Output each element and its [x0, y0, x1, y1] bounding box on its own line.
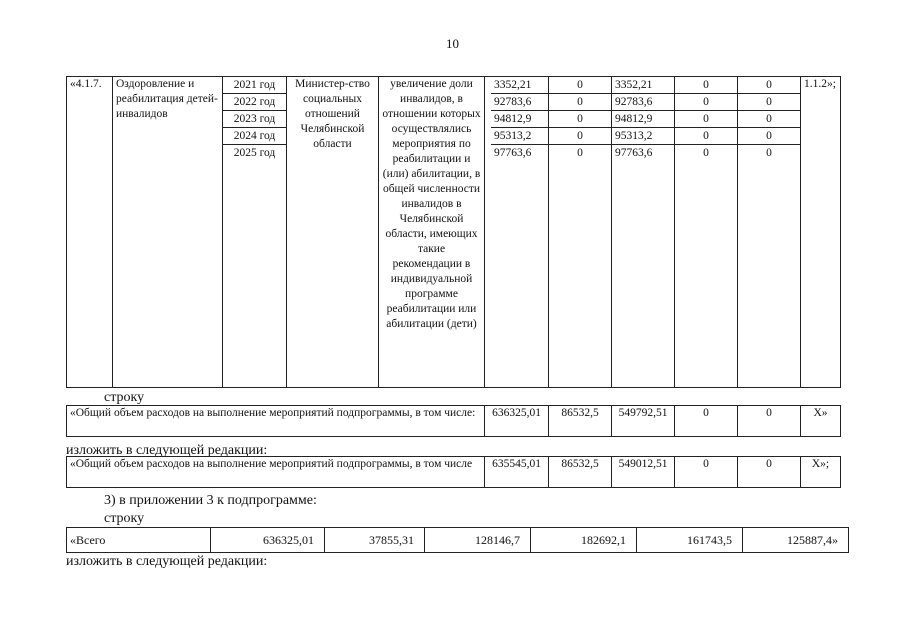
vsego-row — [66, 527, 849, 553]
vsego-value: 636325,01 — [211, 528, 325, 553]
col-d-cell — [738, 77, 801, 388]
col-a-value: 0 — [549, 111, 611, 128]
col-d-value: 0 — [738, 128, 800, 145]
measure-table — [66, 76, 841, 388]
year-2021: 2021 год — [223, 77, 286, 94]
old-total-row — [66, 405, 841, 437]
instruction-izlozhit: изложить в следующей редакции: — [66, 443, 268, 458]
col-b-cell — [612, 77, 675, 388]
vsego-value: 128146,7 — [425, 528, 531, 553]
year-2023: 2023 год — [223, 111, 286, 128]
new-total-row — [66, 456, 841, 488]
col-b-value: 94812,9 — [612, 111, 674, 128]
year-2022: 2022 год — [223, 94, 286, 111]
old-row-label: «Общий объем расходов на выполнение мероприятий подпрограммы, в том числе: — [67, 406, 485, 437]
vsego-label: «Всего — [67, 528, 211, 553]
col-c-value: 0 — [675, 111, 737, 128]
col-b-value: 3352,21 — [612, 77, 674, 94]
old-row-value: 86532,5 — [549, 406, 612, 437]
executor: Министер-ство социальных отношений Челябинской области — [287, 77, 379, 388]
old-row-value: 0 — [738, 406, 801, 437]
col-d-value: 0 — [738, 94, 800, 111]
total-cell — [485, 77, 549, 388]
instruction-stroku: строку — [104, 390, 145, 405]
col-d-value: 0 — [738, 111, 800, 128]
col-b-value: 97763,6 — [615, 147, 653, 159]
col-b-value: 95313,2 — [612, 128, 674, 145]
indicator: увеличение доли инвалидов, в отношении которых осуществлялись мероприятия по реабилитации и (или) абилитации, в общей численности инвалидов в Челябинской области, имеющих такие рекомендации в индивидуальной программе реабилитации или абилитации (дети) — [379, 77, 485, 388]
col-a-cell — [549, 77, 612, 388]
vsego-value: 182692,1 — [531, 528, 637, 553]
col-c-value: 0 — [675, 128, 737, 145]
vsego-value: 161743,5 — [637, 528, 743, 553]
instruction-stroku-2: строку — [104, 511, 145, 526]
instruction-izlozhit-2: изложить в следующей редакции: — [66, 554, 268, 569]
measure-code: «4.1.7. — [67, 77, 113, 388]
years-cell — [223, 77, 287, 388]
measure-ref: 1.1.2»; — [801, 77, 841, 388]
vsego-value: 37855,31 — [325, 528, 425, 553]
old-row-value: 549792,51 — [612, 406, 675, 437]
measure-name: Оздоровление и реабилитация детей-инвалидов — [113, 77, 223, 388]
old-row-value: 0 — [675, 406, 738, 437]
old-row-value: 636325,01 — [485, 406, 549, 437]
new-row-value: 0 — [738, 457, 801, 488]
col-c-value: 0 — [703, 147, 709, 159]
col-a-value: 0 — [549, 128, 611, 145]
new-row-value: 0 — [675, 457, 738, 488]
total-2021: 3352,21 — [491, 77, 548, 94]
instruction-prilozhenie: 3) в приложении 3 к подпрограмме: — [104, 493, 317, 508]
col-a-value: 0 — [577, 147, 583, 159]
col-a-value: 0 — [549, 94, 611, 111]
col-a-value: 0 — [549, 77, 611, 94]
vsego-value: 125887,4» — [743, 528, 849, 553]
col-c-value: 0 — [675, 77, 737, 94]
year-2024: 2024 год — [223, 128, 286, 145]
col-c-value: 0 — [675, 94, 737, 111]
new-row-value: 635545,01 — [485, 457, 549, 488]
total-2025: 97763,6 — [494, 147, 532, 159]
col-d-value: 0 — [766, 147, 772, 159]
col-c-cell — [675, 77, 738, 388]
new-row-value: Х»; — [801, 457, 841, 488]
new-row-value: 86532,5 — [549, 457, 612, 488]
new-row-label: «Общий объем расходов на выполнение мероприятий подпрограммы, в том числе — [67, 457, 485, 488]
measure-row — [67, 77, 841, 388]
col-d-value: 0 — [738, 77, 800, 94]
total-2022: 92783,6 — [491, 94, 548, 111]
total-2023: 94812,9 — [491, 111, 548, 128]
total-2024: 95313,2 — [491, 128, 548, 145]
page-number: 10 — [446, 36, 459, 51]
year-2025: 2025 год — [233, 147, 276, 159]
old-row-value: Х» — [801, 406, 841, 437]
new-row-value: 549012,51 — [612, 457, 675, 488]
col-b-value: 92783,6 — [612, 94, 674, 111]
